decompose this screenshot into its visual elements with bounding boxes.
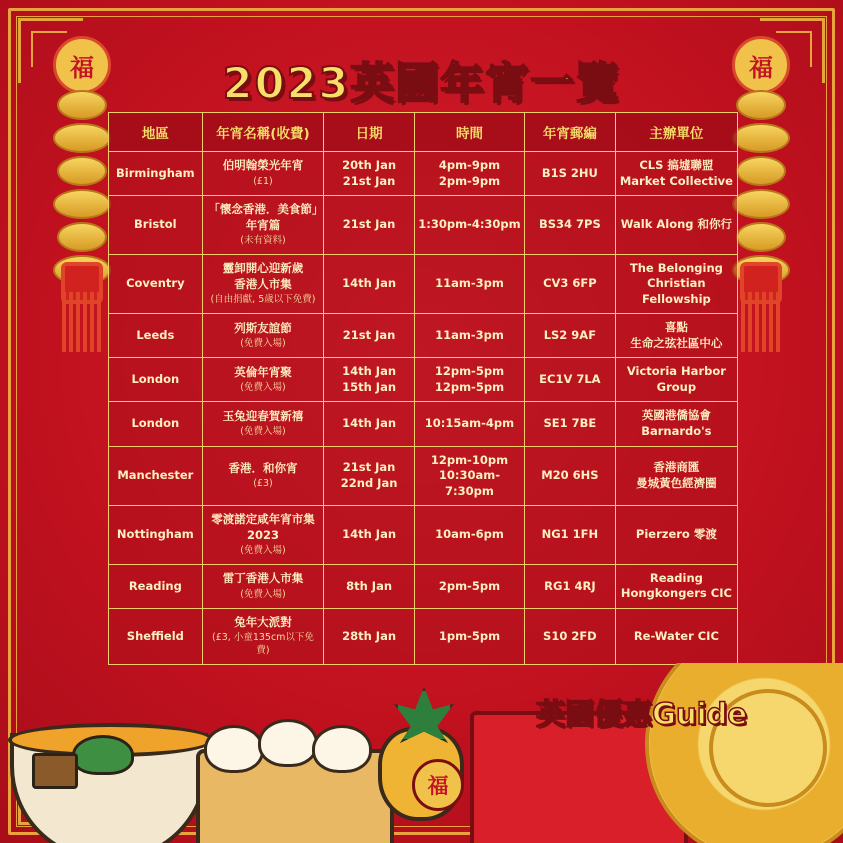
meat-icon: [32, 753, 78, 789]
market-listing-table-wrapper: [108, 112, 738, 665]
cell-organiser: Walk Along 和你行: [615, 196, 737, 255]
cell-time: 11am-3pm: [414, 314, 524, 358]
cell-subtext: (免費入場): [240, 426, 286, 438]
cell-subtext: (£3, 小童135cm以下免費): [211, 632, 314, 657]
bottom-illustrations: [0, 663, 843, 843]
column-header-time: 時間: [414, 113, 524, 152]
cell-date: 14th Jan: [324, 254, 415, 314]
cell-date: 20th Jan 21st Jan: [324, 152, 415, 196]
cell-name: 靈卸開心迎新歲 香港人市集 (自由捐獻, 5歲以下免費): [202, 254, 324, 314]
gold-fan-icon: [645, 663, 843, 843]
cell-organiser: CLS 搞墟聯盟 Market Collective: [615, 152, 737, 196]
table-row: [109, 152, 738, 196]
cell-region: Manchester: [109, 446, 203, 506]
table-row: [109, 196, 738, 255]
cell-time: 1:30pm-4:30pm: [414, 196, 524, 255]
cell-name: 雷丁香港人市集 (免費入場): [202, 564, 324, 608]
cell-subtext: (£1): [253, 175, 273, 187]
cell-organiser: 英國港僑協會 Barnardo's: [615, 402, 737, 446]
cell-subtext: (免費入場): [240, 382, 286, 394]
cell-subtext: (自由捐獻, 5歲以下免費): [210, 294, 316, 306]
cell-region: London: [109, 358, 203, 402]
fu-character-left: 福: [70, 53, 94, 82]
cell-subtext: (未有資料): [240, 235, 286, 247]
bun-icon: [258, 719, 318, 767]
cell-organiser: The Belonging Christian Fellowship: [615, 254, 737, 314]
cell-subtext: (免費入場): [240, 588, 286, 600]
cell-organiser: Victoria Harbor Group: [615, 358, 737, 402]
cell-postcode: S10 2FD: [525, 608, 616, 664]
cell-postcode: RG1 4RJ: [525, 564, 616, 608]
table-row: [109, 314, 738, 358]
cell-postcode: BS34 7PS: [525, 196, 616, 255]
cell-time: 10:15am-4pm: [414, 402, 524, 446]
cell-region: Nottingham: [109, 506, 203, 565]
cell-date: 28th Jan: [324, 608, 415, 664]
market-listing-table: [108, 112, 738, 665]
column-header-organiser: 主辦單位: [615, 113, 737, 152]
cell-postcode: SE1 7BE: [525, 402, 616, 446]
cell-time: 2pm-5pm: [414, 564, 524, 608]
cell-postcode: B1S 2HU: [525, 152, 616, 196]
cell-postcode: NG1 1FH: [525, 506, 616, 565]
cell-date: 8th Jan: [324, 564, 415, 608]
noodle-bowl-icon: [10, 733, 208, 843]
vegetable-icon: [72, 735, 134, 775]
table-row: [109, 608, 738, 664]
cell-name: 玉兔迎春賀新禧 (免費入場): [202, 402, 324, 446]
cell-organiser: Pierzero 零渡: [615, 506, 737, 565]
cell-region: London: [109, 402, 203, 446]
fu-character-right: 福: [749, 53, 773, 82]
bun-icon: [312, 725, 372, 773]
cell-postcode: M20 6HS: [525, 446, 616, 506]
cell-organiser: 喜點 生命之弦社區中心: [615, 314, 737, 358]
column-header-date: 日期: [324, 113, 415, 152]
table-body: [109, 152, 738, 665]
cell-subtext: (免費入場): [240, 545, 286, 557]
cell-date: 14th Jan: [324, 506, 415, 565]
cell-postcode: CV3 6FP: [525, 254, 616, 314]
cell-postcode: LS2 9AF: [525, 314, 616, 358]
cell-postcode: EC1V 7LA: [525, 358, 616, 402]
cell-organiser: Reading Hongkongers CIC: [615, 564, 737, 608]
cell-name: 零渡諾定咸年宵市集 2023 (免費入場): [202, 506, 324, 565]
table-row: [109, 358, 738, 402]
table-header-row: [109, 113, 738, 152]
cell-region: Coventry: [109, 254, 203, 314]
watermark-guide: 英國優惠Guide: [536, 697, 747, 731]
gold-coin-string-left: [53, 90, 111, 285]
cell-region: Bristol: [109, 196, 203, 255]
table-head: [109, 113, 738, 152]
red-packet-fu-icon: 福: [412, 759, 464, 811]
column-header-postcode: 年宵郵編: [525, 113, 616, 152]
table-row: [109, 506, 738, 565]
bun-icon: [204, 725, 264, 773]
poster-title: 2023英國年宵一覽: [222, 59, 621, 109]
column-header-name: 年宵名稱(收費): [202, 113, 324, 152]
table-row: [109, 254, 738, 314]
table-row: [109, 564, 738, 608]
cell-time: 12pm-10pm 10:30am-7:30pm: [414, 446, 524, 506]
cell-date: 21st Jan: [324, 314, 415, 358]
cell-name: 伯明翰榮光年宵 (£1): [202, 152, 324, 196]
table-row: [109, 402, 738, 446]
tassel-icon-left: [62, 292, 102, 352]
cell-name: 「懷念香港．美食節」年宵篇 (未有資料): [202, 196, 324, 255]
cell-name: 兔年大派對 (£3, 小童135cm以下免費): [202, 608, 324, 664]
cell-time: 12pm-5pm 12pm-5pm: [414, 358, 524, 402]
cell-organiser: 香港商匯 曼城黃色經濟圈: [615, 446, 737, 506]
tassel-icon-right: [741, 292, 781, 352]
cell-region: Sheffield: [109, 608, 203, 664]
cell-time: 10am-6pm: [414, 506, 524, 565]
cell-date: 14th Jan: [324, 402, 415, 446]
cell-date: 21st Jan 22nd Jan: [324, 446, 415, 506]
cell-time: 11am-3pm: [414, 254, 524, 314]
cell-region: Leeds: [109, 314, 203, 358]
cell-date: 14th Jan 15th Jan: [324, 358, 415, 402]
column-header-region: 地區: [109, 113, 203, 152]
cell-region: Birmingham: [109, 152, 203, 196]
cell-name: 香港．和你宵 (£3): [202, 446, 324, 506]
cell-name: 列斯友誼節 (免費入場): [202, 314, 324, 358]
gold-coin-string-right: [732, 90, 790, 285]
cell-name: 英倫年宵聚 (免費入場): [202, 358, 324, 402]
cell-date: 21st Jan: [324, 196, 415, 255]
cell-subtext: (免費入場): [240, 338, 286, 350]
cell-region: Reading: [109, 564, 203, 608]
cell-organiser: Re-Water CIC: [615, 608, 737, 664]
table-row: [109, 446, 738, 506]
cell-time: 4pm-9pm 2pm-9pm: [414, 152, 524, 196]
cell-time: 1pm-5pm: [414, 608, 524, 664]
cell-subtext: (£3): [253, 478, 273, 490]
